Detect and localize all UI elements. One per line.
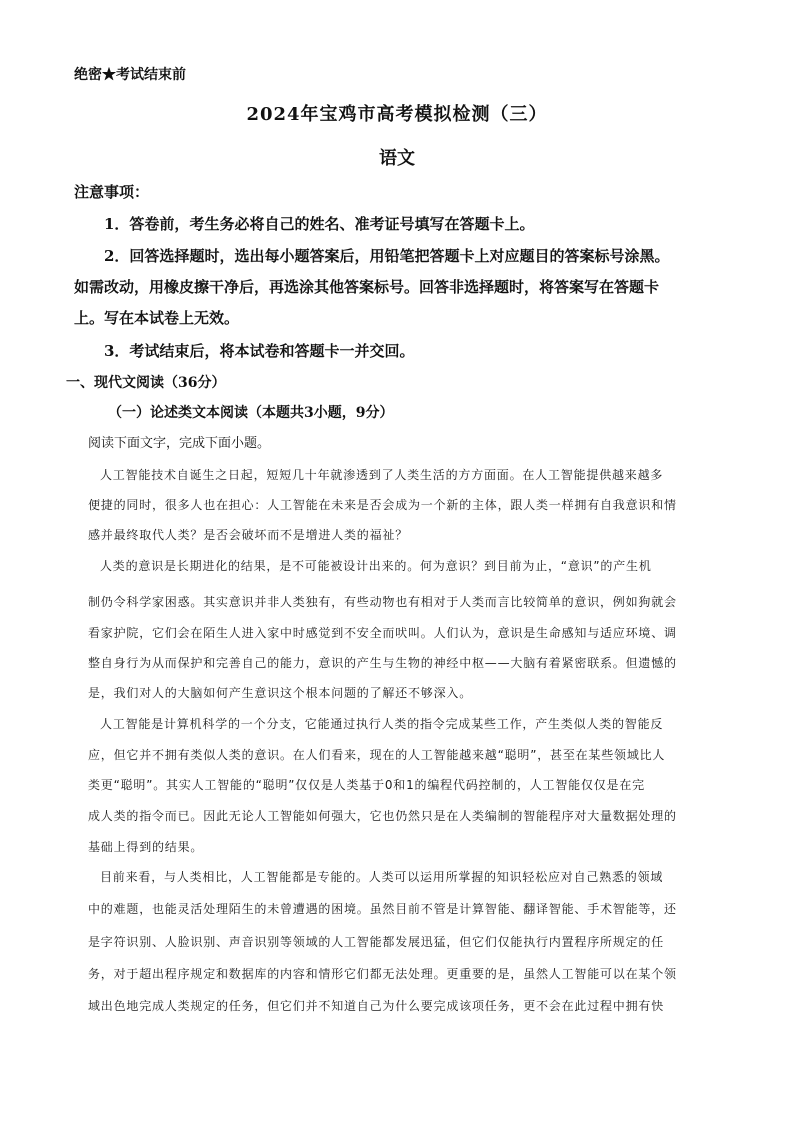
section-title: 一、现代文阅读（36分） — [66, 375, 226, 391]
subsection-title: （一）论述类文本阅读（本题共3小题，9分） — [108, 405, 394, 421]
subject-title: 语文 — [379, 148, 415, 169]
passage-line: 是，我们对人的大脑如何产生意识这个根本问题的了解还不够深入。 — [88, 686, 473, 700]
passage-line: 人工智能是计算机科学的一个分支，它能通过执行人类的指令完成某些工作，产生类似人类的智能反 — [100, 717, 664, 731]
passage-line: 域出色地完成人类规定的任务，但它们并不知道自己为什么要完成该项任务，更不会在此过程中拥有快 — [88, 999, 665, 1013]
passage-line: 目前来看，与人类相比，人工智能都是专能的。人类可以运用所掌握的知识轻松应对自己熟悉的领域 — [100, 870, 664, 884]
note-line: 如需改动，用橡皮擦干净后，再选涂其他答案标号。回答非选择题时，将答案写在答题卡 — [74, 278, 660, 296]
passage-line: 基础上得到的结果。 — [88, 840, 204, 854]
passage-line: 应，但它并不拥有类似人类的意识。在人们看来，现在的人工智能越来越“聪明”，甚至在某些领域比人 — [88, 748, 666, 762]
notes-heading: 注意事项： — [74, 183, 150, 201]
reading-instruction: 阅读下面文字，完成下面小题。 — [88, 436, 271, 451]
note-line: 1．答卷前，考生务必将自己的姓名、准考证号填写在答题卡上。 — [104, 215, 535, 233]
confidential-label: 绝密★考试结束前 — [74, 67, 186, 83]
passage-line: 制仍令科学家困惑。其实意识并非人类独有，有些动物也有相对于人类而言比较简单的意识，例如狗就会 — [88, 595, 677, 609]
passage-line: 人类的意识是长期进化的结果，是不可能被设计出来的。何为意识？到目前为止，“意识”的产生机 — [100, 559, 652, 573]
note-line: 上。写在本试卷上无效。 — [74, 309, 240, 327]
passage-line: 看家护院，它们会在陌生人进入家中时感觉到不安全而吠叫。人们认为，意识是生命感知与适应环境、调 — [88, 626, 677, 640]
note-line: 2．回答选择题时，选出每小题答案后，用铅笔把答题卡上对应题目的答案标号涂黑。 — [104, 247, 670, 265]
passage-line: 成人类的指令而已。因此无论人工智能如何强大，它也仍然只是在人类编制的智能程序对大量数据处理的 — [88, 809, 677, 823]
passage-line: 是字符识别、人脸识别、声音识别等领域的人工智能都发展迅猛，但它们仅能执行内置程序所规定的任 — [88, 935, 665, 949]
passage-line: 中的难题，也能灵活处理陌生的未曾遭遇的困境。虽然目前不管是计算智能、翻译智能、手术智能等，还 — [88, 902, 677, 916]
passage-line: 整自身行为从而保护和完善自己的能力，意识的产生与生物的神经中枢——大脑有着紧密联系。但遗憾的 — [88, 656, 677, 670]
passage-line: 便捷的同时，很多人也在担心：人工智能在未来是否会成为一个新的主体，跟人类一样拥有自我意识和情 — [88, 498, 677, 512]
exam-title: 2024年宝鸡市高考模拟检测（三） — [246, 104, 548, 125]
passage-line: 务，对于超出程序规定和数据库的内容和情形它们都无法处理。更重要的是，虽然人工智能可以在某个领 — [88, 967, 677, 981]
passage-line: 类更“聪明”。其实人工智能的“聪明”仅仅是人类基于0和1的编程代码控制的，人工智能仅仅是在完 — [88, 778, 645, 792]
passage-line: 人工智能技术自诞生之日起，短短几十年就渗透到了人类生活的方方面面。在人工智能提供越来越多 — [100, 468, 664, 482]
note-line: 3．考试结束后，将本试卷和答题卡一并交回。 — [104, 342, 415, 360]
passage-line: 感并最终取代人类？是否会破坏而不是增进人类的福祉？ — [88, 528, 409, 542]
